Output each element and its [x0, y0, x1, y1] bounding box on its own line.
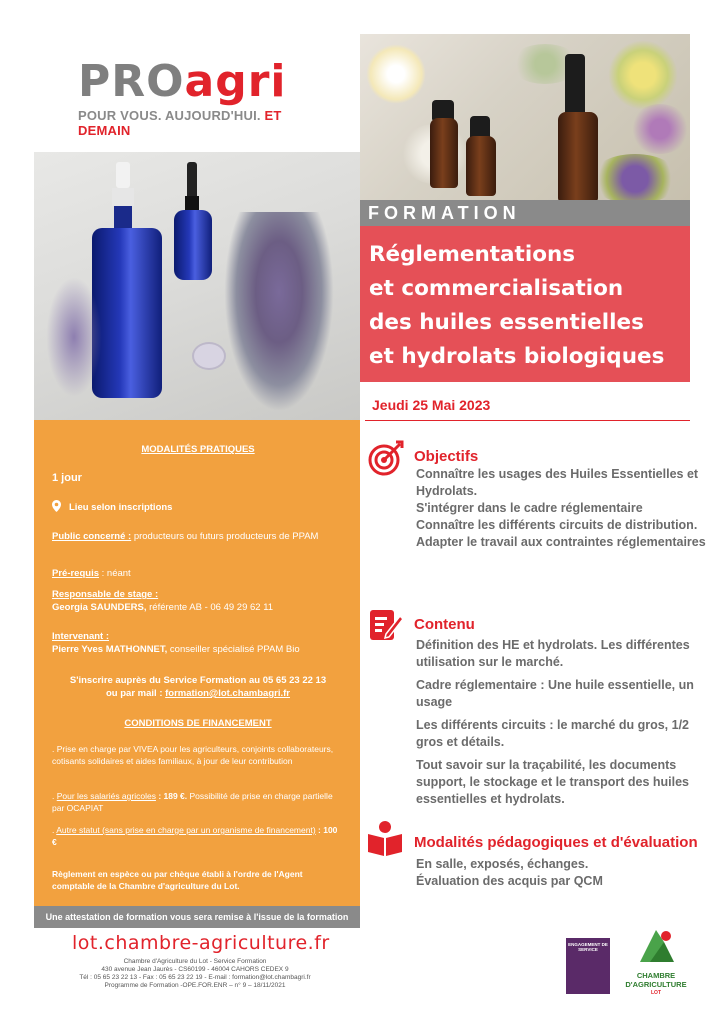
footer-line-1: Chambre d'Agriculture du Lot - Service Formation: [123, 958, 267, 965]
speaker-row: Intervenant : Pierre Yves MATHONNET, conseiller spécialisé PPAM Bio: [52, 631, 300, 655]
manager-row: Responsable de stage : Georgia SAUNDERS, référente AB - 06 49 29 62 11: [52, 589, 274, 613]
objective-item: Adapter le travail aux contraintes réglementaires: [416, 535, 706, 549]
course-title: [360, 226, 690, 382]
pedagogy-item: Évaluation des acquis par QCM: [416, 874, 603, 888]
location-pin-icon: [52, 500, 61, 512]
service-engagement-badge: ENGAGEMENT DE SERVICE: [566, 938, 610, 994]
content-item: Cadre réglementaire : Une huile essentielle, un usage: [416, 678, 694, 709]
prereq-row: Pré-requis : néant: [52, 568, 131, 579]
proagri-logo: [78, 56, 328, 138]
reading-person-icon: [366, 820, 402, 856]
title-line-3: des huiles essentielles: [369, 310, 644, 335]
signup-info: S'inscrire auprès du Service Formation au 05 65 23 22 13 ou par mail : formation@lot.chambagri.fr: [69, 675, 327, 699]
duration: 1 jour: [52, 472, 82, 484]
website-link[interactable]: lot.chambre-agriculture.fr: [72, 932, 330, 954]
signup-email-link[interactable]: formation@lot.chambagri.fr: [165, 688, 290, 699]
pedagogy-title: Modalités pédagogiques et d'évaluation: [414, 834, 698, 851]
objectives-title: Objectifs: [414, 448, 479, 465]
financing-item-salaries: . Pour les salariés agricoles : 189 €. Possibilité de prise en charge partielle par OCAPIAT: [52, 791, 333, 813]
content-item: Définition des HE et hydrolats. Les différentes utilisation sur le marché.: [416, 638, 690, 669]
objective-item: S'intégrer dans le cadre réglementaire: [416, 501, 643, 515]
footer-line-2: 430 avenue Jean Jaurès - CS60199 - 46004 CAHORS CEDEX 9: [101, 966, 289, 973]
title-line-4: et hydrolats biologiques: [369, 344, 665, 369]
objective-item: Connaître les différents circuits de distribution.: [416, 518, 698, 532]
chambre-agriculture-logo: CHAMBRE D'AGRICULTURE LOT: [620, 926, 692, 998]
content-item: Tout savoir sur la traçabilité, les documents support, le stockage et le transport des huiles essentielles et hydrolats.: [416, 758, 689, 806]
content-title: Contenu: [414, 616, 475, 633]
pedagogy-item: En salle, exposés, échanges.: [416, 857, 589, 871]
practical-heading: MODALITÉS PRATIQUES: [141, 444, 255, 455]
public-row: Public concerné : producteurs ou futurs producteurs de PPAM: [52, 531, 319, 542]
content-item: Les différents circuits : le marché du gros, 1/2 gros et détails.: [416, 718, 690, 749]
objective-item: Connaître les usages des Huiles Essentielles et Hydrolats.: [416, 467, 699, 498]
practical-info-panel: [34, 420, 360, 906]
lavender-photo: [34, 152, 360, 420]
objectives-list: [416, 466, 706, 551]
logo-wordmark: PROagri: [78, 56, 287, 107]
title-line-2: et commercialisation: [369, 276, 624, 301]
attestation-banner: Une attestation de formation vous sera remise à l'issue de la formation: [34, 906, 360, 928]
footer-line-3: Tél : 05 65 23 22 13 - Fax : 05 65 23 22 19 - E-mail : formation@lot.chambagri.fr: [79, 974, 311, 981]
footer-line-4: Programme de Formation -OPE.FOR.ENR – n° 9 – 18/11/2021: [104, 982, 286, 989]
course-date: Jeudi 25 Mai 2023: [372, 397, 491, 413]
title-line-1: Réglementations: [369, 242, 576, 267]
location-row: Lieu selon inscriptions: [52, 500, 344, 514]
essential-oils-photo: [360, 34, 690, 200]
target-icon: [368, 440, 404, 476]
date-divider: [365, 420, 690, 421]
logo-tagline: POUR VOUS. AUJOURD'HUI. ET DEMAIN: [78, 108, 282, 138]
pedagogy-list: [416, 856, 706, 890]
financing-item-other: . Autre statut (sans prise en charge par un organisme de financement) : 100 €: [52, 825, 338, 847]
financing-heading: CONDITIONS DE FINANCEMENT: [124, 718, 272, 729]
edit-document-icon: [368, 606, 404, 642]
content-list: [416, 637, 706, 814]
financing-item-vivea: . Prise en charge par VIVEA pour les agriculteurs, conjoints collaborateurs, cotisants solidaires et aides familiaux, à jour de leur contribution: [52, 744, 334, 766]
formation-label: FORMATION: [360, 200, 690, 226]
payment-info: Règlement en espèce ou par chèque établi à l'ordre de l'Agent comptable de la Chambre d'agriculture du Lot.: [52, 869, 303, 891]
